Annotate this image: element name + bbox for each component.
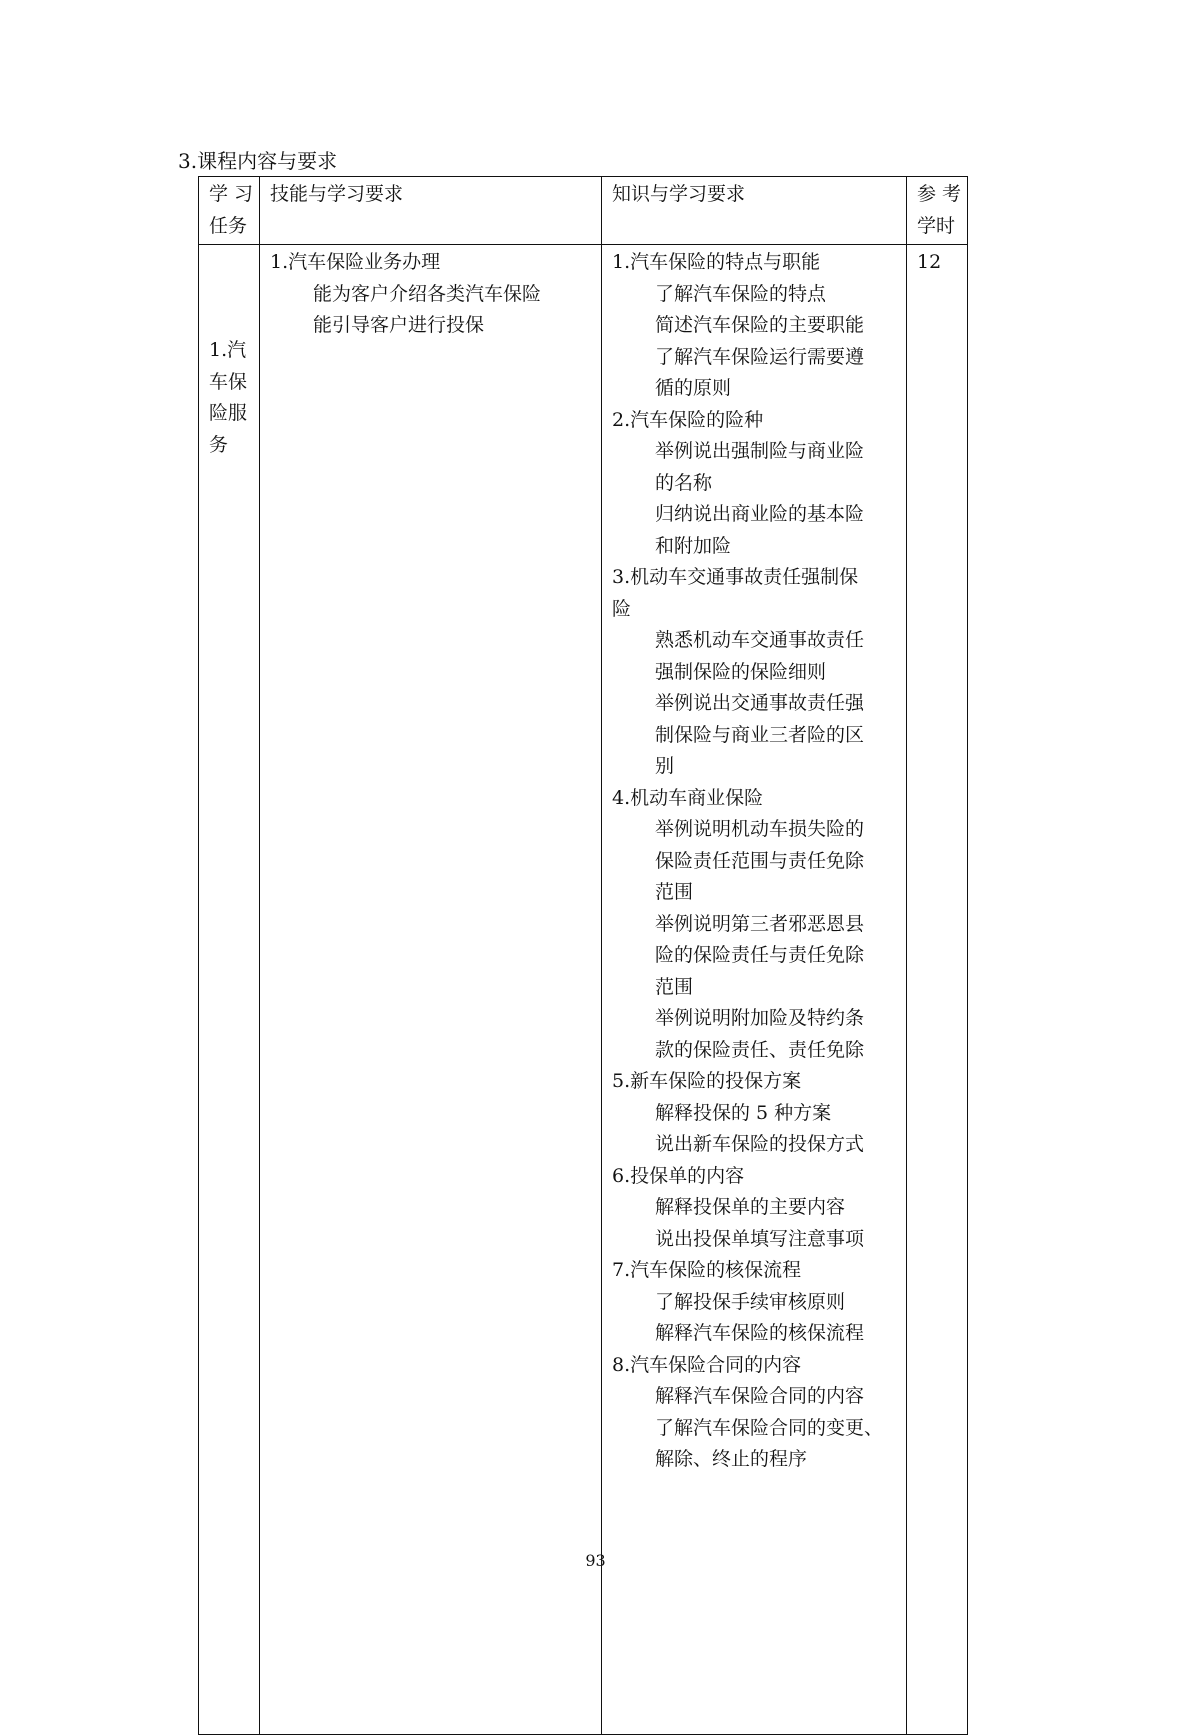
knowledge-line: 解释汽车保险合同的内容 [655,1385,865,1407]
task-line: 车保 [209,370,248,393]
table-row [199,245,968,1735]
knowledge-line: 说出投保单填写注意事项 [655,1227,865,1250]
page-number: 93 [585,1551,606,1570]
knowledge-line: 范围 [655,975,694,998]
task-line: 1.汽 [209,339,247,361]
skill-line: 能引导客户进行投保 [313,314,485,336]
knowledge-line: 举例说出强制险与商业险 [655,440,865,462]
skill-line: 1.汽车保险业务办理 [270,251,441,273]
knowledge-line: 举例说明第三者邪恶恩县 [655,912,865,935]
knowledge-line: 保险责任范围与责任免除 [655,849,865,872]
knowledge-line: 了解汽车保险合同的变更、 [655,1416,884,1439]
header-skill [260,177,602,245]
knowledge-line: 简述汽车保险的主要职能 [655,314,865,336]
knowledge-line: 险 [612,597,632,620]
knowledge-line: 4.机动车商业保险 [612,786,764,809]
knowledge-line: 解释汽车保险的核保流程 [655,1322,865,1344]
knowledge-line: 说出新车保险的投保方式 [655,1133,865,1155]
knowledge-line: 5.新车保险的投保方案 [612,1070,802,1092]
knowledge-line: 2.汽车保险的险种 [612,408,764,431]
header-task [199,177,260,245]
knowledge-line: 强制保险的保险细则 [655,660,827,683]
knowledge-line: 和附加险 [655,534,732,557]
header-hours-line: 参 考 [917,183,962,205]
knowledge-line: 1.汽车保险的特点与职能 [612,251,821,273]
knowledge-line: 款的保险责任、责任免除 [655,1038,865,1061]
header-task-line: 任务 [209,214,248,237]
task-line: 险服 [209,402,248,424]
knowledge-line: 7.汽车保险的核保流程 [612,1259,802,1281]
knowledge-line: 解释投保单的主要内容 [655,1196,846,1218]
knowledge-line: 循的原则 [655,377,732,399]
task-line: 务 [209,433,229,456]
knowledge-line: 险的保险责任与责任免除 [655,944,865,966]
header-knowledge-label: 知识与学习要求 [612,183,746,205]
knowledge-line: 了解汽车保险运行需要遵 [655,345,865,368]
hours-value: 12 [917,251,942,273]
knowledge-line: 范围 [655,881,694,903]
knowledge-line: 了解投保手续审核原则 [655,1290,846,1313]
table-header-row [199,177,968,245]
knowledge-line: 解除、终止的程序 [655,1448,808,1470]
knowledge-line: 举例说出交通事故责任强 [655,692,865,714]
knowledge-line: 3.机动车交通事故责任强制保 [612,566,859,588]
skill-line: 能为客户介绍各类汽车保险 [313,282,542,305]
knowledge-line: 了解汽车保险的特点 [655,282,827,305]
knowledge-line: 6.投保单的内容 [612,1164,745,1187]
task-cell [199,245,260,1735]
knowledge-line: 制保险与商业三者险的区 [655,723,865,746]
knowledge-line: 熟悉机动车交通事故责任 [655,629,865,651]
knowledge-line: 举例说明机动车损失险的 [655,818,865,840]
knowledge-line: 的名称 [655,471,713,494]
header-knowledge [602,177,907,245]
header-hours [907,177,968,245]
knowledge-line: 8.汽车保险合同的内容 [612,1353,802,1376]
hours-cell [907,245,968,1735]
knowledge-line: 别 [655,755,675,777]
section-title: 3.课程内容与要求 [178,149,338,173]
knowledge-line: 举例说明附加险及特约条 [655,1007,865,1029]
header-hours-line: 学时 [917,214,956,237]
knowledge-line: 归纳说出商业险的基本险 [655,503,865,525]
skill-cell [260,245,602,1735]
course-content-table [198,176,968,1735]
header-skill-label: 技能与学习要求 [270,183,404,205]
knowledge-cell [602,245,907,1735]
header-task-line: 学 习 [209,183,254,205]
knowledge-line: 解释投保的 5 种方案 [655,1101,832,1124]
